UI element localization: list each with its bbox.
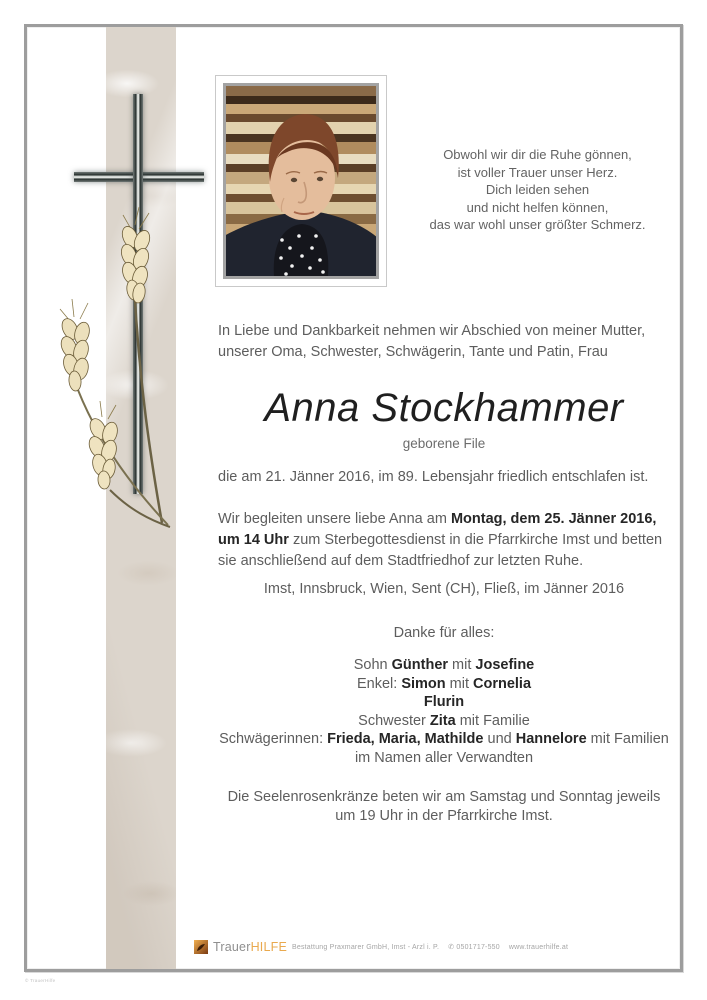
brand-part-orange: HILFE [250, 940, 287, 954]
portrait-photo [223, 83, 379, 279]
death-date-line: die am 21. Jänner 2016, im 89. Lebensjahr friedlich entschlafen ist. [218, 469, 649, 485]
family-line: im Namen aller Verwandten [354, 749, 534, 766]
website: www.trauerhilfe.at [508, 943, 569, 951]
intro-line: unserer Oma, Schwester, Schwägerin, Tante und Patin, Frau [218, 344, 608, 360]
poem-line: und nicht helfen können, [466, 199, 609, 215]
poem-line: das war wohl unser größter Schmerz. [429, 217, 646, 232]
phone-number: 0501717-550 [456, 944, 500, 951]
family-line: Schwester Zita mit Familie [358, 712, 530, 729]
funeral-home-details [292, 943, 568, 951]
funeral-announcement: Wir begleiten unsere liebe Anna am Montag, dem 25. Jänner 2016, um 14 Uhr zum Sterbegottesdienst in die Pfarrkirche Imst und betten sie anschließend auf dem Stadtfriedhof zur letzten Ruhe. [218, 511, 663, 569]
family-line: Sohn Günther mit Josefine [353, 657, 535, 673]
family-list [188, 656, 700, 767]
portrait-photo-frame [215, 75, 387, 287]
intro-text [218, 321, 678, 363]
funeral-home-brand [213, 940, 287, 954]
company-line: Bestattung Praxmarer GmbH, Imst - Arzl i. P. [292, 943, 440, 951]
thanks-line: Danke für alles: [393, 625, 495, 641]
maiden-name: geborene File [402, 436, 486, 451]
family-line: Enkel: Simon mit Cornelia [356, 675, 532, 692]
poem-line: Obwohl wir dir die Ruhe gönnen, [443, 147, 632, 162]
rosary-notice [218, 788, 670, 826]
wheat-stalks-icon [40, 205, 210, 535]
family-line: Flurin [423, 694, 465, 710]
phone-line [448, 943, 500, 951]
memorial-poem [405, 146, 670, 234]
family-line: Schwägerinnen: Frieda, Maria, Mathilde und Hannelore mit Familien [219, 731, 669, 747]
brand-part-gray: Trauer [213, 940, 251, 954]
rosary-line: um 19 Uhr in der Pfarrkirche Imst. [335, 808, 553, 824]
poem-line: Dich leiden sehen [485, 182, 590, 197]
funeral-home-footer [194, 936, 568, 958]
trauerhilfe-logo-icon [194, 940, 208, 954]
poem-line: ist voller Trauer unser Herz. [457, 164, 618, 180]
intro-line: In Liebe und Dankbarkeit nehmen wir Abschied von meiner Mutter, [218, 323, 646, 339]
deceased-name: Anna Stockhammer [264, 386, 624, 430]
phone-icon: ✆ [448, 944, 455, 951]
places-date-line: Imst, Innsbruck, Wien, Sent (CH), Fließ, im Jänner 2016 [263, 581, 625, 597]
rosary-line: Die Seelenrosenkränze beten wir am Samstag und Sonntag jeweils [227, 789, 661, 805]
copyright-side-note: © TrauerHilfe [25, 978, 56, 983]
